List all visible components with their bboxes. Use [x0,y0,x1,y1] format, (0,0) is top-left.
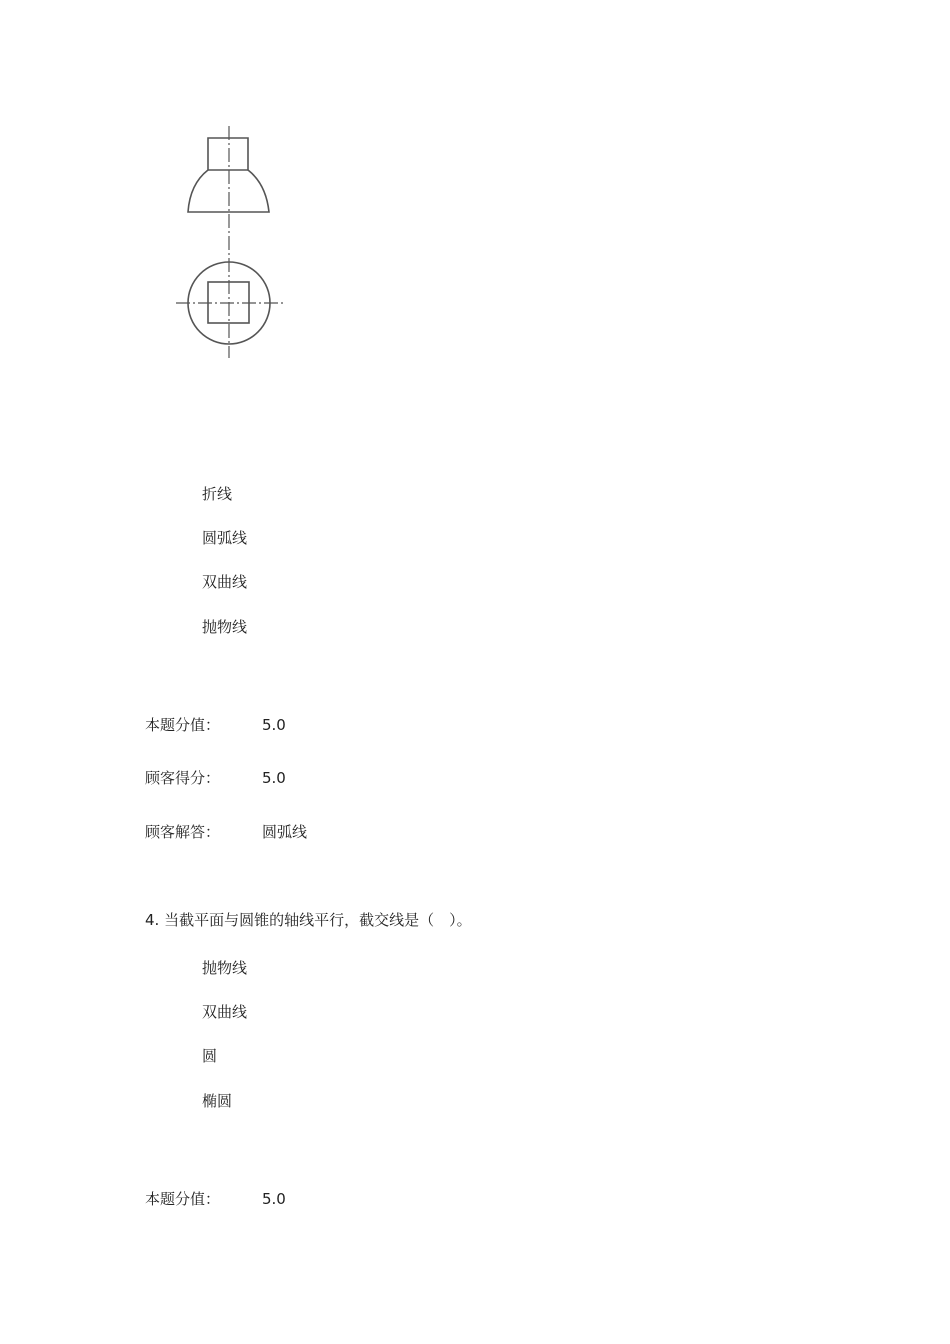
q3-option-3[interactable]: 双曲线 [202,573,248,591]
q3-earned-label: 顾客得分： [145,769,221,787]
q3-answer-value: 圆弧线 [262,823,308,841]
q4-score-value: 5.0 [262,1190,286,1208]
q4-question [145,910,472,930]
q3-score-label: 本题分值： [145,716,221,734]
q3-answer-label: 顾客解答： [145,823,221,841]
q4-option-2[interactable]: 双曲线 [202,1003,248,1021]
q4-score-label: 本题分值： [145,1190,221,1208]
q3-option-2[interactable]: 圆弧线 [202,529,248,547]
q3-earned-value: 5.0 [262,769,286,787]
technical-drawing-figure [168,122,298,367]
q3-option-4[interactable]: 抛物线 [202,618,248,636]
q4-number: 4. [145,911,160,929]
q4-text: 当截平面与圆锥的轴线平行，截交线是（ ）。 [164,911,472,929]
q4-option-1[interactable]: 抛物线 [202,959,248,977]
q4-option-3[interactable]: 圆 [202,1047,218,1065]
q3-option-1[interactable]: 折线 [202,485,233,503]
q4-option-4[interactable]: 椭圆 [202,1092,233,1110]
q3-score-value: 5.0 [262,716,286,734]
